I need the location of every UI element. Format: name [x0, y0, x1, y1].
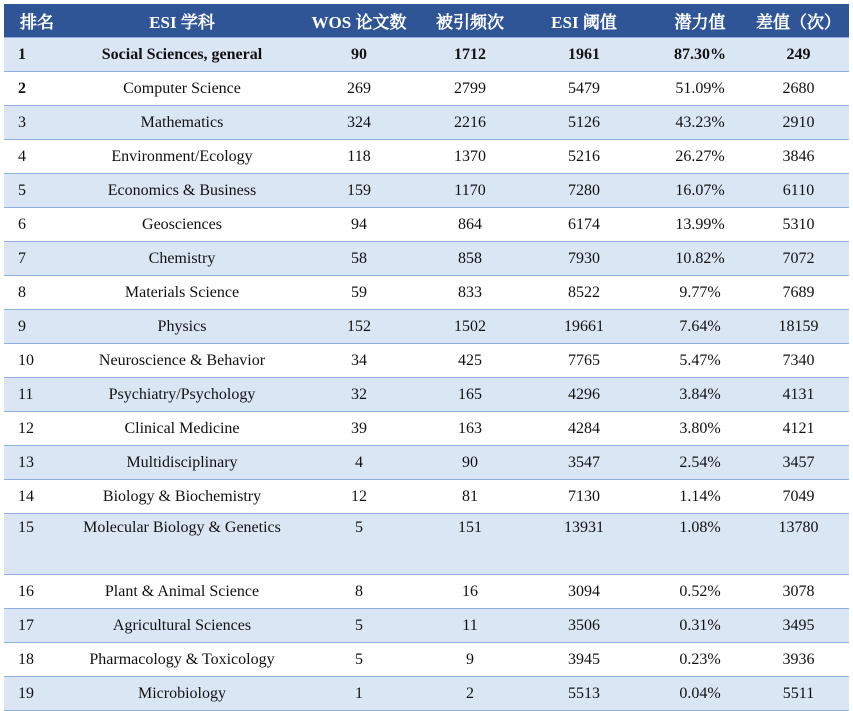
- cell-potential: 9.77%: [652, 276, 748, 310]
- cell-rank: 14: [4, 480, 70, 514]
- cell-citations: 1370: [424, 140, 516, 174]
- cell-citations: 2216: [424, 106, 516, 140]
- table-row: [4, 140, 849, 174]
- cell-papers: 58: [294, 242, 424, 276]
- cell-potential: 0.23%: [652, 643, 748, 677]
- cell-potential: 0.52%: [652, 575, 748, 609]
- cell-potential: 87.30%: [652, 38, 748, 72]
- cell-papers: 12: [294, 480, 424, 514]
- cell-potential: 3.80%: [652, 412, 748, 446]
- cell-subject: Clinical Medicine: [70, 412, 294, 446]
- cell-rank: 3: [4, 106, 70, 140]
- cell-threshold: 19661: [516, 310, 652, 344]
- cell-citations: 1712: [424, 38, 516, 72]
- cell-potential: 16.07%: [652, 174, 748, 208]
- cell-gap: 3936: [748, 643, 849, 677]
- cell-subject: Mathematics: [70, 106, 294, 140]
- cell-rank: 15: [4, 514, 70, 575]
- table-row: [4, 677, 849, 711]
- cell-threshold: 3945: [516, 643, 652, 677]
- header-subject: ESI 学科: [70, 4, 294, 38]
- cell-gap: 249: [748, 38, 849, 72]
- table-row: [4, 276, 849, 310]
- table-row: [4, 480, 849, 514]
- cell-rank: 19: [4, 677, 70, 711]
- cell-citations: 2: [424, 677, 516, 711]
- cell-citations: 90: [424, 446, 516, 480]
- cell-gap: 3457: [748, 446, 849, 480]
- cell-citations: 11: [424, 609, 516, 643]
- cell-potential: 26.27%: [652, 140, 748, 174]
- cell-rank: 10: [4, 344, 70, 378]
- cell-potential: 43.23%: [652, 106, 748, 140]
- table-body: [4, 38, 849, 711]
- cell-threshold: 8522: [516, 276, 652, 310]
- cell-threshold: 5513: [516, 677, 652, 711]
- cell-papers: 5: [294, 643, 424, 677]
- cell-threshold: 3547: [516, 446, 652, 480]
- cell-rank: 2: [4, 72, 70, 106]
- cell-papers: 118: [294, 140, 424, 174]
- cell-threshold: 1961: [516, 38, 652, 72]
- cell-rank: 17: [4, 609, 70, 643]
- cell-papers: 32: [294, 378, 424, 412]
- cell-papers: 90: [294, 38, 424, 72]
- cell-papers: 59: [294, 276, 424, 310]
- cell-rank: 8: [4, 276, 70, 310]
- cell-papers: 5: [294, 609, 424, 643]
- esi-discipline-table: [4, 4, 849, 711]
- cell-subject: Microbiology: [70, 677, 294, 711]
- header-gap: 差值（次）: [748, 4, 849, 38]
- cell-subject: Psychiatry/Psychology: [70, 378, 294, 412]
- cell-threshold: 5126: [516, 106, 652, 140]
- cell-papers: 4: [294, 446, 424, 480]
- cell-subject: Multidisciplinary: [70, 446, 294, 480]
- table-row: [4, 344, 849, 378]
- cell-threshold: 5216: [516, 140, 652, 174]
- header-papers: WOS 论文数: [294, 4, 424, 38]
- cell-citations: 864: [424, 208, 516, 242]
- cell-rank: 1: [4, 38, 70, 72]
- cell-gap: 13780: [748, 514, 849, 575]
- cell-citations: 9: [424, 643, 516, 677]
- cell-subject: Geosciences: [70, 208, 294, 242]
- cell-citations: 16: [424, 575, 516, 609]
- cell-subject: Neuroscience & Behavior: [70, 344, 294, 378]
- cell-potential: 5.47%: [652, 344, 748, 378]
- cell-subject: Plant & Animal Science: [70, 575, 294, 609]
- cell-gap: 6110: [748, 174, 849, 208]
- cell-papers: 152: [294, 310, 424, 344]
- cell-citations: 81: [424, 480, 516, 514]
- cell-papers: 324: [294, 106, 424, 140]
- cell-rank: 5: [4, 174, 70, 208]
- cell-rank: 11: [4, 378, 70, 412]
- cell-citations: 833: [424, 276, 516, 310]
- table-row: [4, 106, 849, 140]
- cell-papers: 1: [294, 677, 424, 711]
- cell-gap: 7340: [748, 344, 849, 378]
- cell-citations: 425: [424, 344, 516, 378]
- cell-gap: 4131: [748, 378, 849, 412]
- table-row: [4, 72, 849, 106]
- cell-threshold: 4284: [516, 412, 652, 446]
- cell-gap: 7049: [748, 480, 849, 514]
- cell-papers: 34: [294, 344, 424, 378]
- cell-rank: 16: [4, 575, 70, 609]
- cell-papers: 5: [294, 514, 424, 575]
- cell-potential: 0.04%: [652, 677, 748, 711]
- cell-gap: 4121: [748, 412, 849, 446]
- table-row: [4, 208, 849, 242]
- cell-citations: 163: [424, 412, 516, 446]
- cell-gap: 3846: [748, 140, 849, 174]
- cell-potential: 3.84%: [652, 378, 748, 412]
- cell-threshold: 4296: [516, 378, 652, 412]
- cell-threshold: 3506: [516, 609, 652, 643]
- cell-rank: 7: [4, 242, 70, 276]
- table-row: [4, 38, 849, 72]
- table-row: [4, 514, 849, 575]
- cell-rank: 9: [4, 310, 70, 344]
- cell-gap: 2680: [748, 72, 849, 106]
- cell-papers: 94: [294, 208, 424, 242]
- header-threshold: ESI 阈值: [516, 4, 652, 38]
- cell-gap: 5310: [748, 208, 849, 242]
- table-row: [4, 310, 849, 344]
- table-row: [4, 174, 849, 208]
- cell-citations: 858: [424, 242, 516, 276]
- cell-threshold: 3094: [516, 575, 652, 609]
- cell-papers: 269: [294, 72, 424, 106]
- table-row: [4, 242, 849, 276]
- cell-citations: 2799: [424, 72, 516, 106]
- cell-rank: 12: [4, 412, 70, 446]
- cell-potential: 1.14%: [652, 480, 748, 514]
- cell-threshold: 6174: [516, 208, 652, 242]
- cell-gap: 5511: [748, 677, 849, 711]
- cell-subject: Physics: [70, 310, 294, 344]
- cell-potential: 13.99%: [652, 208, 748, 242]
- cell-citations: 151: [424, 514, 516, 575]
- table-row: [4, 412, 849, 446]
- cell-subject: Chemistry: [70, 242, 294, 276]
- cell-citations: 1170: [424, 174, 516, 208]
- cell-rank: 4: [4, 140, 70, 174]
- cell-potential: 51.09%: [652, 72, 748, 106]
- cell-subject: Materials Science: [70, 276, 294, 310]
- cell-potential: 10.82%: [652, 242, 748, 276]
- cell-subject: Pharmacology & Toxicology: [70, 643, 294, 677]
- cell-subject: Molecular Biology & Genetics: [70, 514, 294, 575]
- cell-threshold: 7280: [516, 174, 652, 208]
- table-row: [4, 575, 849, 609]
- cell-gap: 18159: [748, 310, 849, 344]
- cell-potential: 7.64%: [652, 310, 748, 344]
- cell-rank: 13: [4, 446, 70, 480]
- cell-gap: 7072: [748, 242, 849, 276]
- cell-citations: 165: [424, 378, 516, 412]
- table-row: [4, 446, 849, 480]
- cell-rank: 6: [4, 208, 70, 242]
- cell-threshold: 7130: [516, 480, 652, 514]
- table-row: [4, 609, 849, 643]
- cell-papers: 39: [294, 412, 424, 446]
- cell-potential: 0.31%: [652, 609, 748, 643]
- cell-threshold: 5479: [516, 72, 652, 106]
- cell-subject: Social Sciences, general: [70, 38, 294, 72]
- cell-potential: 2.54%: [652, 446, 748, 480]
- cell-gap: 3495: [748, 609, 849, 643]
- cell-rank: 18: [4, 643, 70, 677]
- cell-subject: Computer Science: [70, 72, 294, 106]
- table-header: [4, 4, 849, 38]
- cell-threshold: 13931: [516, 514, 652, 575]
- cell-subject: Biology & Biochemistry: [70, 480, 294, 514]
- header-row: [4, 4, 849, 38]
- cell-potential: 1.08%: [652, 514, 748, 575]
- table-row: [4, 378, 849, 412]
- cell-subject: Environment/Ecology: [70, 140, 294, 174]
- cell-threshold: 7765: [516, 344, 652, 378]
- header-rank: 排名: [4, 4, 70, 38]
- header-citations: 被引频次: [424, 4, 516, 38]
- cell-subject: Agricultural Sciences: [70, 609, 294, 643]
- cell-gap: 3078: [748, 575, 849, 609]
- cell-gap: 2910: [748, 106, 849, 140]
- table-row: [4, 643, 849, 677]
- cell-subject: Economics & Business: [70, 174, 294, 208]
- cell-citations: 1502: [424, 310, 516, 344]
- cell-threshold: 7930: [516, 242, 652, 276]
- cell-gap: 7689: [748, 276, 849, 310]
- cell-papers: 8: [294, 575, 424, 609]
- cell-papers: 159: [294, 174, 424, 208]
- header-potential: 潜力值: [652, 4, 748, 38]
